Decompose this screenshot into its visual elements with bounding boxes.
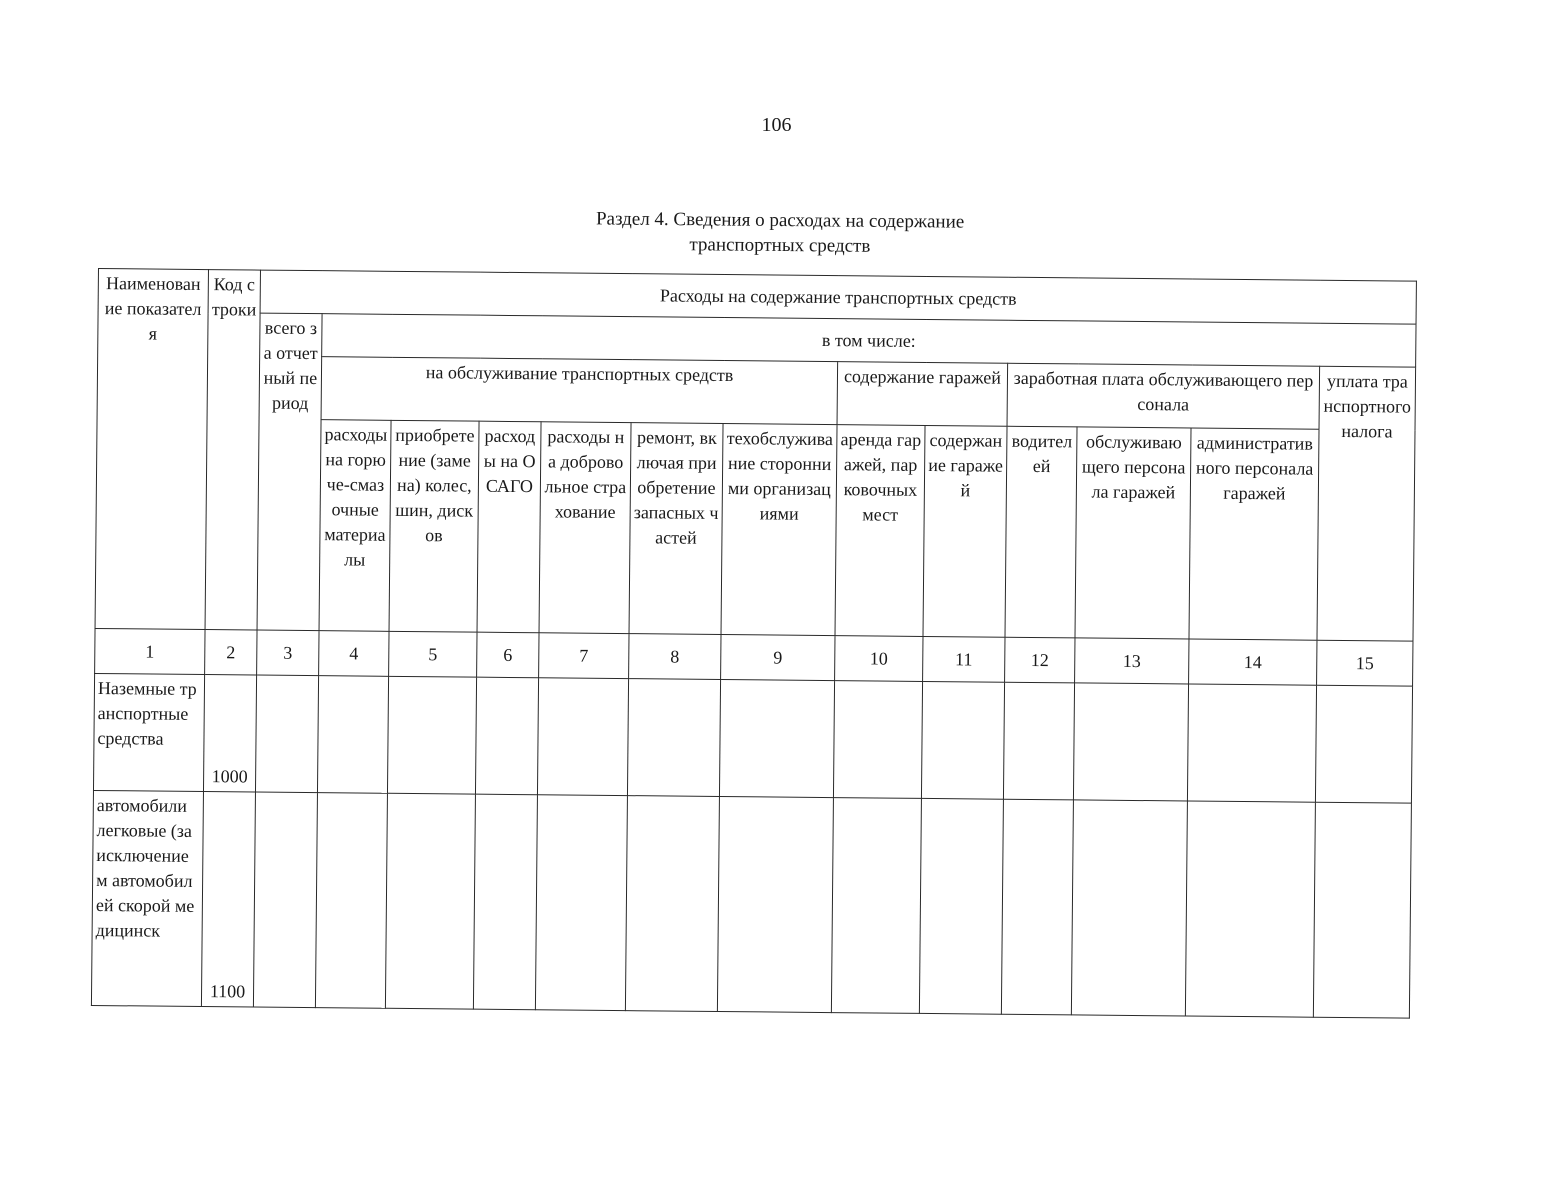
column-number: 12 (1005, 637, 1075, 683)
data-cell (719, 679, 834, 797)
data-cell (625, 796, 719, 1012)
row-name: Наземные транспортные средства (93, 673, 204, 791)
header-total: всего за отчетный период (257, 313, 322, 631)
header-name: Наименование показателя (95, 269, 208, 630)
column-number: 2 (205, 630, 257, 675)
header-garage-upkeep: содержание гаражей (923, 425, 1007, 637)
header-rent: аренда гаражей, парковочных мест (835, 425, 925, 637)
data-cell (1315, 685, 1412, 803)
data-cell (475, 677, 538, 795)
section-title (470, 205, 1090, 260)
header-third-party: техобслуживание сторонними организациями (721, 424, 837, 636)
data-cell (385, 793, 475, 1009)
column-number: 4 (319, 631, 389, 677)
data-cell (627, 679, 720, 797)
header-drivers: водителей (1005, 426, 1077, 638)
header-salary-group: заработная плата обслуживающего персонала (1007, 363, 1320, 429)
header-admin-staff: административного персонала гаражей (1189, 428, 1319, 640)
page-number: 106 (761, 114, 792, 136)
table-row (93, 673, 1412, 803)
column-number: 1 (95, 628, 205, 674)
column-number: 11 (923, 636, 1005, 682)
header-fuel: расходы на горюче-смазочные материалы (319, 420, 391, 632)
data-cell (255, 675, 318, 793)
data-cell (1073, 683, 1188, 801)
column-number: 10 (835, 636, 923, 682)
header-repair: ремонт, включая приобретение запасных частей (629, 423, 723, 635)
data-cell (1187, 684, 1316, 802)
header-garage-staff: обслуживающего персонала гаражей (1075, 427, 1191, 639)
header-including: в том числе: (322, 314, 1416, 367)
row-name: автомобили легковые (за исключением автомобилей скорой медицинск (91, 790, 203, 1006)
data-cell (473, 794, 537, 1010)
column-number: 13 (1075, 638, 1189, 684)
data-cell (315, 793, 387, 1009)
header-garage-group: содержание гаражей (837, 362, 1008, 427)
data-cell (537, 678, 628, 796)
header-tax: уплата транспортного налога (1317, 366, 1416, 641)
data-cell (253, 792, 317, 1008)
section-title-line-1: Раздел 4. Сведения о расходах на содержание (595, 208, 965, 233)
header-osago: расходы на ОСАГО (477, 421, 541, 633)
column-number: 7 (539, 633, 629, 679)
data-cell (921, 681, 1004, 799)
row-code: 1100 (201, 792, 255, 1007)
column-number: 9 (721, 634, 835, 680)
data-cell (1071, 800, 1187, 1016)
header-expenses: Расходы на содержание транспортных средств (260, 270, 1416, 324)
data-cell (1003, 682, 1074, 800)
data-cell (1185, 801, 1315, 1017)
column-number: 15 (1317, 640, 1413, 686)
column-number: 8 (629, 634, 721, 680)
column-number: 6 (477, 632, 539, 678)
data-cell (387, 676, 476, 794)
data-cell (317, 676, 388, 794)
data-cell (1313, 802, 1411, 1018)
section-title-line-2: транспортных средств (689, 234, 871, 257)
header-service-group: на обслуживание транспортных средств (321, 357, 838, 425)
column-number: 3 (257, 630, 319, 676)
data-cell (831, 798, 921, 1014)
header-wheels: приобретение (замена) колес, шин, дисков (389, 420, 479, 632)
expenses-table-wrapper (91, 268, 1417, 1019)
table-row (91, 790, 1411, 1018)
row-code: 1000 (203, 675, 256, 792)
data-cell (919, 798, 1003, 1014)
header-insurance: расходы на добровольное страхование (539, 422, 631, 634)
column-number: 5 (389, 631, 477, 677)
data-cell (833, 681, 922, 799)
column-number: 14 (1189, 639, 1317, 685)
header-code: Код строки (205, 270, 260, 630)
data-cell (717, 796, 833, 1012)
expenses-table (91, 268, 1417, 1019)
data-cell (535, 795, 627, 1011)
data-cell (1001, 799, 1073, 1015)
